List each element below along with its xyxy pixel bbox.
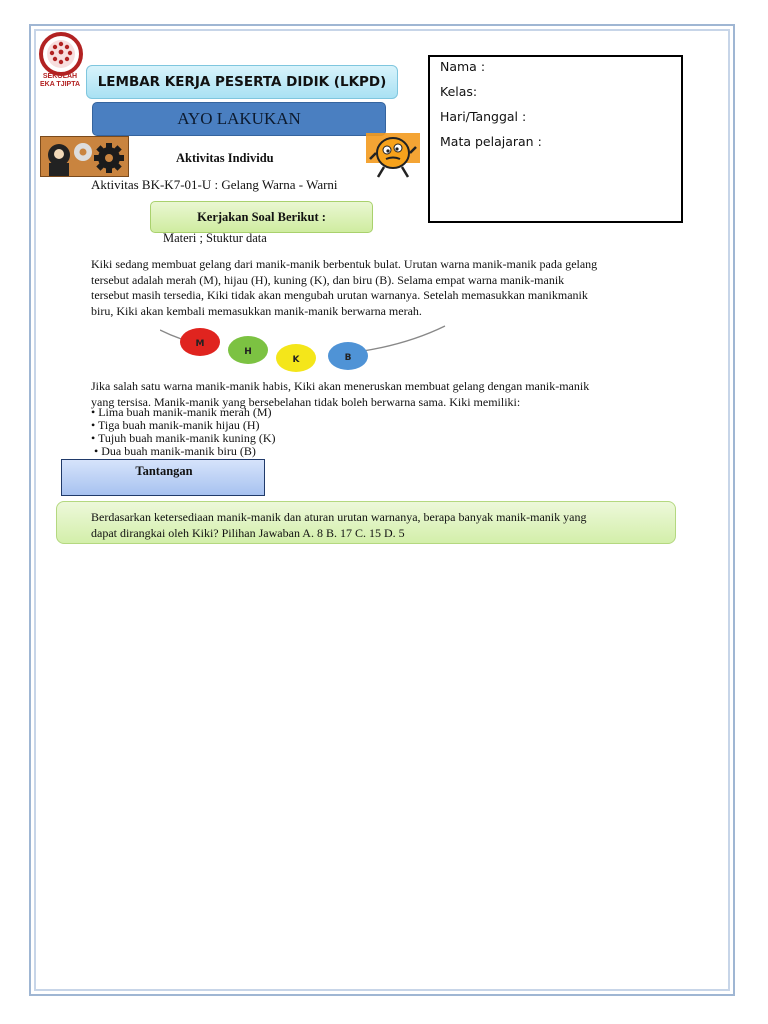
activity-code-line: Aktivitas BK-K7-01-U : Gelang Warna - Warni <box>91 177 338 192</box>
materi-line: Materi ; Stuktur data <box>163 231 267 245</box>
activity-heading: Aktivitas Individu <box>176 151 274 165</box>
bead-K <box>276 344 316 372</box>
ayo-lakukan-banner: AYO LAKUKAN <box>92 102 386 136</box>
gears-illustration <box>40 136 129 177</box>
hari-tanggal-field[interactable]: Hari/Tanggal : <box>440 109 527 124</box>
bead-label: K <box>292 355 300 365</box>
kelas-field[interactable]: Kelas: <box>440 84 478 99</box>
student-info-box <box>428 55 683 223</box>
rules-paragraph: Jika salah satu warna manik-manik habis, Kiki akan meneruskan membuat gelang dengan manik-manik yang tersisa. Manik-manik yang bersebelahan tidak boleh berwarna sama. Kiki memiliki: <box>91 379 590 409</box>
bead-H <box>228 336 268 364</box>
worksheet-title: LEMBAR KERJA PESERTA DIDIK (LKPD) <box>86 65 398 99</box>
thinking-character-icon <box>366 133 420 179</box>
bead-label: B <box>344 353 352 363</box>
school-name: SEKOLAH EKA TJIPTA <box>39 73 81 88</box>
challenge-label: Tantangan <box>135 464 193 478</box>
bead-label: H <box>244 347 252 357</box>
list-item: • Tujuh buah manik-manik kuning (K) <box>91 431 276 445</box>
list-item: • Lima buah manik-manik merah (M) <box>91 405 272 419</box>
story-paragraph: Kiki sedang membuat gelang dari manik-manik berbentuk bulat. Urutan warna manik-manik pada gelang tersebut adalah merah (M), hijau (H), kuning (K), dan biru (B). Selama empat warna manik-manik tersebut masih tersedia, Kiki tidak akan mengubah urutan warnanya. Setelah memasukkan manikmanik biru, Kiki akan kembali memasukkan manik-manik berwarna merah. <box>91 257 598 318</box>
list-item: • Tiga buah manik-manik hijau (H) <box>91 418 260 432</box>
bead-inventory-list <box>91 406 276 458</box>
bead-B <box>328 342 368 370</box>
bead-M <box>180 328 220 356</box>
nama-field[interactable]: Nama : <box>440 59 486 74</box>
bead-bracelet-illustration <box>160 318 460 376</box>
question-box <box>56 501 676 544</box>
question-text: Berdasarkan ketersediaan manik-manik dan aturan urutan warnanya, berapa banyak manik-manik yang dapat dirangkai oleh Kiki? Pilihan Jawaban A. 8 B. 17 C. 15 D. 5 <box>91 510 587 540</box>
challenge-box <box>61 459 265 496</box>
gear-icon <box>41 137 129 177</box>
list-item: • Dua buah manik-manik biru (B) <box>91 444 256 458</box>
bead-label: M <box>195 339 205 349</box>
mata-pelajaran-field[interactable]: Mata pelajaran : <box>440 134 542 149</box>
instruction-box: Kerjakan Soal Berikut : <box>150 201 373 233</box>
